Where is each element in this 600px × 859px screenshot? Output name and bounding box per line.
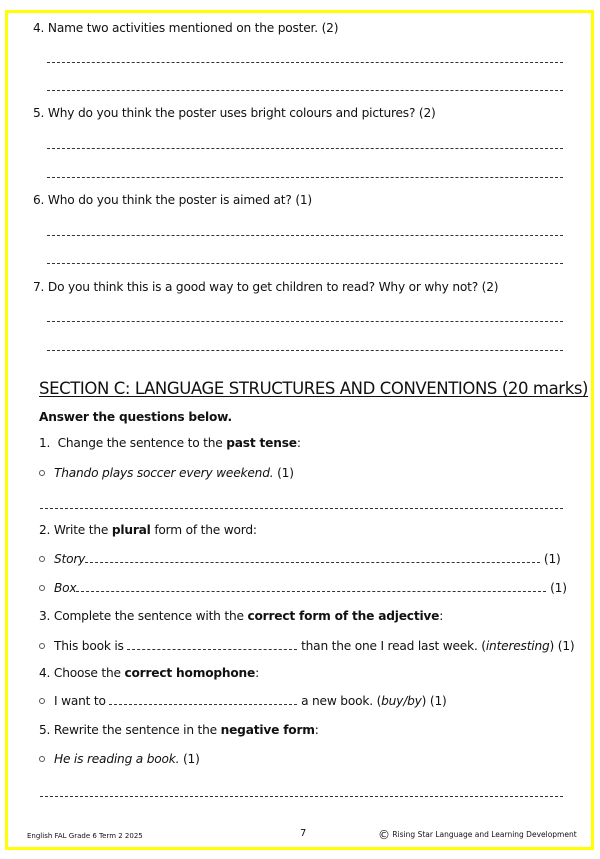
question-number: 3.: [39, 609, 51, 623]
sentence-end: than the one I read last week.: [301, 639, 478, 653]
question-text: Write the: [53, 523, 112, 537]
sentence-text: He is reading a book.: [54, 752, 180, 766]
question-number: 5.: [33, 106, 45, 120]
c5-sentence: [39, 752, 200, 766]
question-text: Why do you think the poster uses bright colours and pictures? (2): [47, 106, 436, 120]
answer-blank[interactable]: [76, 582, 546, 592]
question-keyword: plural: [111, 523, 151, 537]
answer-line[interactable]: [47, 148, 563, 149]
question-number: 1.: [39, 436, 51, 450]
bullet-icon: [39, 556, 45, 562]
word: Box: [54, 581, 77, 595]
c-question-1: [39, 436, 301, 450]
question-text-suffix: form of the word:: [150, 523, 257, 537]
c3-sentence: This book is than the one I read last week. (interesting) (1): [39, 639, 574, 653]
c1-sentence: [39, 466, 294, 480]
answer-line[interactable]: [47, 90, 563, 91]
c2-item-box: [39, 581, 569, 595]
sentence-start: This book is: [54, 639, 124, 653]
question-text: Complete the sentence with the: [53, 609, 248, 623]
answer-line[interactable]: [40, 796, 563, 797]
section-c-heading: SECTION C: LANGUAGE STRUCTURES AND CONVENTIONS (20 marks): [39, 379, 589, 398]
c-question-3: [39, 609, 443, 623]
c4-sentence: I want to a new book. (buy/by) (1): [39, 694, 447, 708]
c-question-2: [39, 523, 257, 537]
c-question-4: [39, 666, 259, 680]
question-text-suffix: :: [439, 609, 444, 623]
question-number: 5.: [39, 723, 51, 737]
question-text-suffix: :: [296, 436, 301, 450]
footer-copyright: [378, 828, 577, 842]
answer-blank[interactable]: [127, 640, 297, 650]
question-text: Change the sentence to the: [57, 436, 227, 450]
marks: (1): [277, 466, 294, 480]
question-text: Do you think this is a good way to get children to read? Why or why not? (2): [47, 280, 499, 294]
sentence-end: a new book.: [301, 694, 373, 708]
question-text: Rewrite the sentence in the: [53, 723, 221, 737]
answer-line[interactable]: [47, 321, 563, 322]
hint: buy/by: [381, 694, 422, 708]
publisher-name: Rising Star Language and Learning Development: [392, 830, 577, 839]
question-text: Who do you think the poster is aimed at? (1): [47, 193, 312, 207]
bullet-icon: [39, 756, 45, 762]
marks: (1): [183, 752, 200, 766]
question-7: [33, 280, 498, 294]
question-text: Name two activities mentioned on the poster. (2): [47, 21, 339, 35]
question-6: [33, 193, 312, 207]
question-number: 4.: [33, 21, 45, 35]
answer-line[interactable]: [47, 350, 563, 351]
answer-line[interactable]: [47, 177, 563, 178]
question-keyword: correct form of the adjective: [247, 609, 440, 623]
question-text-suffix: :: [314, 723, 319, 737]
sentence-start: I want to: [54, 694, 106, 708]
c2-item-story: [39, 552, 569, 566]
question-number: 7.: [33, 280, 45, 294]
question-number: 4.: [39, 666, 51, 680]
question-text-suffix: :: [255, 666, 259, 680]
sentence-text: Thando plays soccer every weekend.: [54, 466, 274, 480]
hint: interesting: [485, 639, 550, 653]
bullet-icon: [39, 585, 45, 591]
word: Story: [54, 552, 86, 566]
section-instruction: Answer the questions below.: [39, 410, 232, 424]
answer-line[interactable]: [47, 62, 563, 63]
answer-line[interactable]: [47, 235, 563, 236]
c-question-5: [39, 723, 319, 737]
question-4: [33, 21, 338, 35]
marks: (1): [429, 694, 447, 708]
question-number: 2.: [39, 523, 51, 537]
answer-line[interactable]: [40, 508, 563, 509]
answer-line[interactable]: [47, 263, 563, 264]
question-keyword: correct homophone: [124, 666, 256, 680]
bullet-icon: [39, 643, 45, 649]
footer-course-info: English FAL Grade 6 Term 2 2025: [27, 832, 143, 840]
answer-blank[interactable]: [85, 553, 540, 563]
bullet-icon: [39, 470, 45, 476]
page-number: 7: [300, 828, 307, 839]
question-text: Choose the: [53, 666, 125, 680]
bullet-icon: [39, 698, 45, 704]
question-keyword: negative form: [220, 723, 315, 737]
marks: (1): [557, 639, 575, 653]
question-5: [33, 106, 436, 120]
copyright-icon: ©: [378, 828, 390, 842]
question-number: 6.: [33, 193, 45, 207]
answer-blank[interactable]: [109, 695, 297, 705]
question-keyword: past tense: [226, 436, 297, 450]
marks: (1): [550, 581, 567, 595]
marks: (1): [543, 552, 561, 566]
